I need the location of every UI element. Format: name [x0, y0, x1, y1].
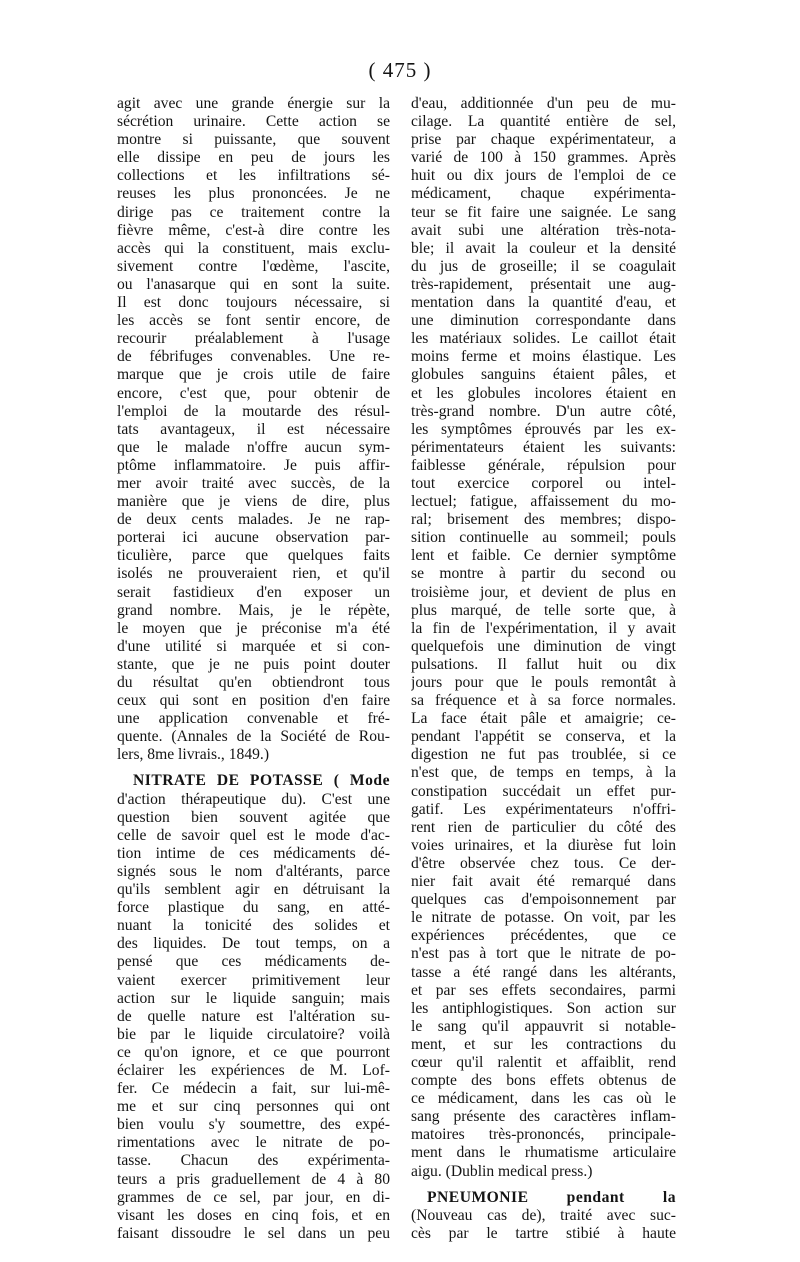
text-line: grammes de ce sel, par jour, en di-	[117, 1188, 390, 1206]
text-line: La face était pâle et amaigrie; ce-	[411, 710, 676, 728]
text-line: de deux cents malades. Je ne rap-	[117, 511, 390, 529]
text-line: ticulière, parce que quelques faits	[117, 547, 390, 565]
text-line: ral; brisement des membres; dispo-	[411, 511, 676, 529]
text-line: manière que je viens de dire, plus	[117, 493, 390, 511]
text-line: des liquides. De tout temps, on a	[117, 935, 390, 953]
text-line: agit avec une grande énergie sur la	[117, 95, 390, 112]
section-gap	[117, 764, 390, 772]
text-line: faiblesse générale, répulsion pour	[411, 456, 676, 474]
text-line: d'une utilité si marquée et si con-	[117, 637, 390, 655]
text-line: du résultat qu'en obtiendront tous	[117, 674, 390, 691]
text-line: plus marqué, de telle sorte que, à	[411, 601, 676, 619]
text-line: la fin de l'expérimentation, il y avait	[411, 619, 676, 637]
text-line: cœur qu'il ralentit et affaiblit, rend	[411, 1053, 676, 1071]
left-column	[117, 95, 390, 1243]
text-line: le sang qu'il appauvrit si notable-	[411, 1017, 676, 1035]
text-line: ptôme inflammatoire. Je puis affir-	[117, 456, 390, 474]
text-line: faisant dissoudre le sel dans un peu	[117, 1224, 390, 1242]
text-line: compte des bons effets obtenus de	[411, 1072, 676, 1090]
text-line: très-grand nombre. D'un autre côté,	[411, 402, 676, 420]
text-line: prise par chaque expérimentateur, a	[411, 131, 676, 149]
text-line: digestion ne fut pas troublée, si ce	[411, 746, 676, 764]
text-line: et par ses effets secondaires, parmi	[411, 981, 676, 999]
text-line: qu'ils semblent agir en détruisant la	[117, 881, 390, 899]
text-line: n'est que, de temps en temps, à la	[411, 764, 676, 782]
text-line: voies urinaires, et la diurèse fut loin	[411, 836, 676, 854]
text-line: que le malade n'offre aucun sym-	[117, 438, 390, 456]
text-line: une diminution correspondante dans	[411, 312, 676, 330]
text-line: signés sous le nom d'altérants, parce	[117, 862, 390, 880]
section-gap	[411, 1181, 676, 1189]
text-line: pendant l'appétit se conserva, et la	[411, 728, 676, 746]
page-number: ( 475 )	[368, 58, 432, 82]
text-line: tats avantageux, il est nécessaire	[117, 420, 390, 438]
text-line: vaient exercer primitivement leur	[117, 971, 390, 989]
text-line: du jus de groseille; il se coagulait	[411, 257, 676, 275]
text-line: reuses les plus prononcées. Je ne	[117, 185, 390, 203]
text-line: sivement contre l'œdème, l'ascite,	[117, 257, 390, 275]
text-line: rent rien de particulier du côté des	[411, 818, 676, 836]
text-line: stante, que je ne puis point douter	[117, 655, 390, 673]
text-line: quente. (Annales de la Société de Rou-	[117, 728, 390, 746]
text-line: tasse. Chacun des expérimenta-	[117, 1152, 390, 1170]
text-line: me et sur cinq personnes qui ont	[117, 1098, 390, 1116]
text-line: d'être observée chez tous. Ce der-	[411, 854, 676, 872]
text-line: isolés ne prouveraient rien, et qu'il	[117, 565, 390, 583]
text-line: bie par le liquide circulatoire? voilà	[117, 1025, 390, 1043]
text-line: très-rapidement, présentait une aug-	[411, 275, 676, 293]
text-line: périmentateurs étaient les suivants:	[411, 438, 676, 456]
text-line: les symptômes éprouvés par les ex-	[411, 420, 676, 438]
text-line: fer. Ce médecin a fait, sur lui-mê-	[117, 1080, 390, 1098]
text-line: de fébrifuges convenables. Une re-	[117, 348, 390, 366]
text-line: visant les doses en cinq fois, et en	[117, 1206, 390, 1224]
text-line: éclairer les expériences de M. Lof-	[117, 1061, 390, 1079]
text-line: les antiphlogistiques. Son action sur	[411, 999, 676, 1017]
text-line: grand nombre. Mais, je le répète,	[117, 601, 390, 619]
text-line: cilage. La quantité entière de sel,	[411, 113, 676, 131]
text-line: n'est pas à tort que le nitrate de po-	[411, 945, 676, 963]
text-line: varié de 100 à 150 grammes. Après	[411, 149, 676, 167]
text-line: huit ou dix jours de l'emploi de ce	[411, 167, 676, 185]
text-line: le moyen que je préconise m'a été	[117, 619, 390, 637]
text-line: d'action thérapeutique du). C'est une	[117, 790, 390, 808]
text-line: lent et faible. Ce dernier symptôme	[411, 547, 676, 565]
text-line: sition continuelle au sommeil; pouls	[411, 529, 676, 547]
text-line: matoires très-prononcés, principale-	[411, 1126, 676, 1144]
text-line: question bien souvent agitée que	[117, 808, 390, 826]
text-line: pulsations. Il fallut huit ou dix	[411, 655, 676, 673]
text-line: pensé que ces médicaments de-	[117, 953, 390, 971]
text-line: teurs a pris graduellement de 4 à 80	[117, 1170, 390, 1188]
text-line: tion intime de ces médicaments dé-	[117, 844, 390, 862]
text-line: encore, c'est que, pour obtenir de	[117, 384, 390, 402]
text-line: celle de savoir quel est le mode d'ac-	[117, 826, 390, 844]
text-line: tasse a été rangé dans les altérants,	[411, 963, 676, 981]
text-line: (Nouveau cas de), traité avec suc-	[411, 1206, 676, 1224]
text-line: fièvre même, c'est-à dire contre les	[117, 221, 390, 239]
text-line: constipation succédait un effet pur-	[411, 782, 676, 800]
text-line: ceux qui sont en position d'en faire	[117, 692, 390, 710]
text-line: nier fait avait été remarqué dans	[411, 873, 676, 891]
text-line: elle dissipe en peu de jours les	[117, 149, 390, 167]
text-line: accès qui la constituent, mais exclu-	[117, 239, 390, 257]
text-line: lectuel; fatigue, affaissement du mo-	[411, 493, 676, 511]
right-column	[411, 95, 676, 1243]
text-line: et les globules incolores étaient en	[411, 384, 676, 402]
text-line: dirige pas ce traitement contre la	[117, 203, 390, 221]
text-line: cès par le tartre stibié à haute	[411, 1224, 676, 1242]
text-line: troisième jour, et devient de plus en	[411, 583, 676, 601]
text-line: teur se fit faire une saignée. Le sang	[411, 203, 676, 221]
text-line: ce qu'on ignore, et ce que pourront	[117, 1043, 390, 1061]
text-line: d'eau, additionnée d'un peu de mu-	[411, 95, 676, 112]
text-line: les accès se font sentir encore, de	[117, 312, 390, 330]
text-line: action sur le liquide sanguin; mais	[117, 989, 390, 1007]
text-line: lers, 8me livrais., 1849.)	[117, 746, 270, 764]
text-line: porterai ici aucune observation par-	[117, 529, 390, 547]
text-line: les matériaux solides. Le caillot était	[411, 330, 676, 348]
text-line: rimentations avec le nitrate de po-	[117, 1134, 390, 1152]
text-line: l'emploi de la moutarde des résul-	[117, 402, 390, 420]
text-line: tout exercice corporel ou intel-	[411, 474, 676, 492]
text-line: montre si puissante, que souvent	[117, 131, 390, 149]
text-line: aigu. (Dublin medical press.)	[411, 1162, 593, 1180]
text-line: serait fastidieux d'en exposer un	[117, 583, 390, 601]
text-line: une application convenable et fré-	[117, 710, 390, 728]
text-line: collections et les infiltrations sé-	[117, 167, 390, 185]
text-line: avait subi une altération très-nota-	[411, 221, 676, 239]
section-heading-line: NITRATE DE POTASSE ( Mode	[133, 772, 390, 790]
text-line: nuant la tonicité des solides et	[117, 917, 390, 935]
text-line: de quelle nature est l'altération su-	[117, 1007, 390, 1025]
text-line: recourir préalablement à l'usage	[117, 330, 390, 348]
text-line: mentation dans la quantité d'eau, et	[411, 294, 676, 312]
text-line: sécrétion urinaire. Cette action se	[117, 113, 390, 131]
text-line: sang présente des caractères inflam-	[411, 1108, 676, 1126]
text-line: quelques cas d'empoisonnement par	[411, 891, 676, 909]
text-line: sa fréquence et à sa force normales.	[411, 692, 676, 710]
text-line: le nitrate de potasse. On voit, par les	[411, 909, 676, 927]
text-line: médicament, chaque expérimenta-	[411, 185, 676, 203]
text-line: moins ferme et moins élastique. Les	[411, 348, 676, 366]
text-line: expériences précédentes, que ce	[411, 927, 676, 945]
text-line: bien voulu s'y soumettre, des expé-	[117, 1116, 390, 1134]
text-line: globules sanguins étaient pâles, et	[411, 366, 676, 384]
text-line: ment dans le rhumatisme articulaire	[411, 1144, 676, 1162]
text-line: force plastique du sang, en atté-	[117, 899, 390, 917]
text-line: ble; il avait la couleur et la densité	[411, 239, 676, 257]
section-heading-line: PNEUMONIE pendant la	[427, 1188, 676, 1206]
text-line: jours pour que le pouls remontât à	[411, 674, 676, 691]
text-line: mer avoir traité avec succès, de la	[117, 474, 390, 492]
text-line: ce médicament, dans les cas où le	[411, 1090, 676, 1108]
text-line: se montre à partir du second ou	[411, 565, 676, 583]
text-line: ment, et sur les contractions du	[411, 1035, 676, 1053]
text-line: quelquefois une diminution de vingt	[411, 637, 676, 655]
text-line: marque que je crois utile de faire	[117, 366, 390, 384]
text-line: Il est donc toujours nécessaire, si	[117, 294, 390, 312]
text-line: ou l'anasarque qui en sont la suite.	[117, 275, 390, 293]
text-line: gatif. Les expérimentateurs n'offri-	[411, 800, 676, 818]
